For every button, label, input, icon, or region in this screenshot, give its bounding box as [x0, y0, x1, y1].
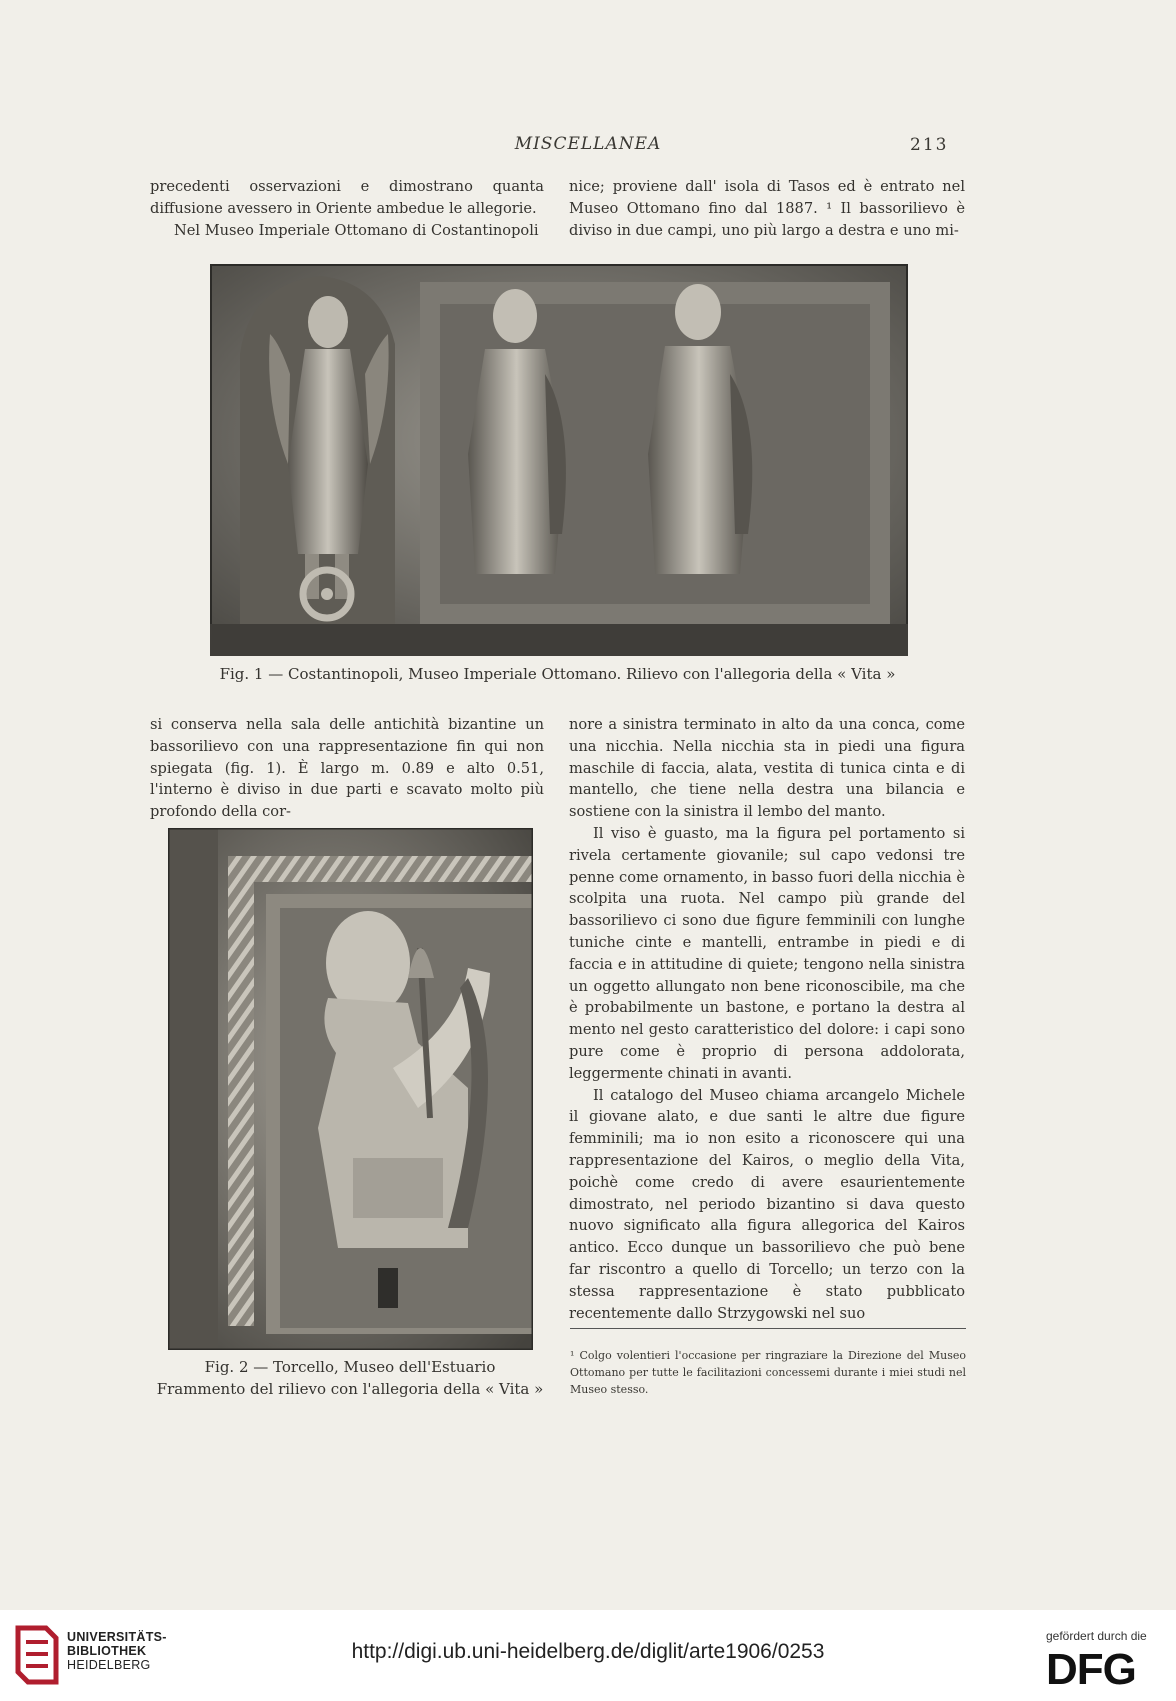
figure-2-caption — [150, 1356, 550, 1400]
institution-line-1: UNIVERSITÄTS- — [67, 1630, 167, 1644]
intro-left-column — [150, 176, 544, 241]
figure-1-caption: Fig. 1 — Costantinopoli, Museo Imperiale Ottomano. Rilievo con l'allegoria della « Vita » — [219, 665, 896, 683]
running-title: MISCELLANEA — [514, 134, 662, 154]
right-paragraph-2: Il viso è guasto, ma la figura pel portamento si rivela certamente giovanile; sul capo vedonsi tre penne come ornamento, in basso fuori della nicchia è scolpita una ruota. Nel campo più grande del bassorilievo ci sono due figure femminili con lunghe tuniche cinte e mantelli, entrambe in piedi e di faccia e in attitudine di quiete; tengono nella sinistra un oggetto allungato non bene riconoscibile, ma che è probabilmente un bastone, e portano la destra al mento nel gesto caratteristico del dolore: i capi sono pure come è proprio di persona addolorata, leggermente chinati in avanti. — [569, 824, 965, 1082]
figure-1-image — [210, 264, 908, 656]
institution-line-2: BIBLIOTHEK — [67, 1644, 147, 1658]
dfg-logo: DFG — [1046, 1645, 1136, 1694]
right-column — [569, 714, 965, 1324]
intro-right-column — [569, 176, 965, 241]
page-number: 213 — [910, 135, 949, 155]
left-column — [150, 714, 544, 823]
permalink-url[interactable]: http://digi.ub.uni-heidelberg.de/diglit/arte1906/0253 — [351, 1640, 825, 1663]
figure-2-caption-line-1: Fig. 2 — Torcello, Museo dell'Estuario — [204, 1358, 496, 1376]
institution-line-3: HEIDELBERG — [67, 1658, 151, 1672]
intro-left-paragraph-1: precedenti osservazioni e dimostrano quanta diffusione avessero in Oriente ambedue le allegorie. — [150, 178, 544, 217]
figure-2-relief-photo — [168, 828, 533, 1350]
sponsor-note: gefördert durch die — [1046, 1629, 1147, 1643]
figure-1-relief-photo — [210, 264, 908, 656]
footer-bar — [0, 1610, 1176, 1701]
intro-left-paragraph-2: Nel Museo Imperiale Ottomano di Costantinopoli — [174, 221, 539, 239]
left-column-paragraph: si conserva nella sala delle antichità bizantine un bassorilievo con una rappresentazione fin qui non spiegata (fig. 1). È largo m. 0.89 e alto 0.51, l'interno è diviso in due parti e scavato molto più profondo della cor- — [150, 716, 544, 821]
figure-2-image — [168, 828, 533, 1350]
footnote-rule — [570, 1328, 966, 1329]
right-paragraph-3: Il catalogo del Museo chiama arcangelo Michele il giovane alato, e due santi le altre due figure femminili; ma io non esito a riconoscere qui una rappresentazione del Kairos, o meglio della Vita, poichè come credo di avere esaurientemente dimostrato, nel periodo bizantino si dava questo nuovo significato alla figura allegorica del Kairos antico. Ecco dunque un bassorilievo che può bene far riscontro a quello di Torcello; un terzo con la stessa rappresentazione è stato pubblicato recentemente dallo Strzygowski nel suo — [569, 1086, 965, 1322]
footnote: ¹ Colgo volentieri l'occasione per ringraziare la Direzione del Museo Ottomano per tutte le facilitazioni concessemi durante i miei studi nel Museo stesso. — [570, 1349, 966, 1396]
intro-right-paragraph: nice; proviene dall' isola di Tasos ed è entrato nel Museo Ottomano fino dal 1887. ¹ Il bassorilievo è diviso in due campi, uno più largo a destra e uno mi- — [569, 178, 965, 239]
right-paragraph-1: nore a sinistra terminato in alto da una conca, come una nicchia. Nella nicchia sta in piedi una figura maschile di faccia, alata, vestita di tunica cinta e di mantello, che tiene nella destra una bilancia e sostiene con la sinistra il lembo del manto. — [569, 716, 965, 821]
figure-2-caption-line-2: Frammento del rilievo con l'allegoria della « Vita » — [156, 1380, 544, 1398]
